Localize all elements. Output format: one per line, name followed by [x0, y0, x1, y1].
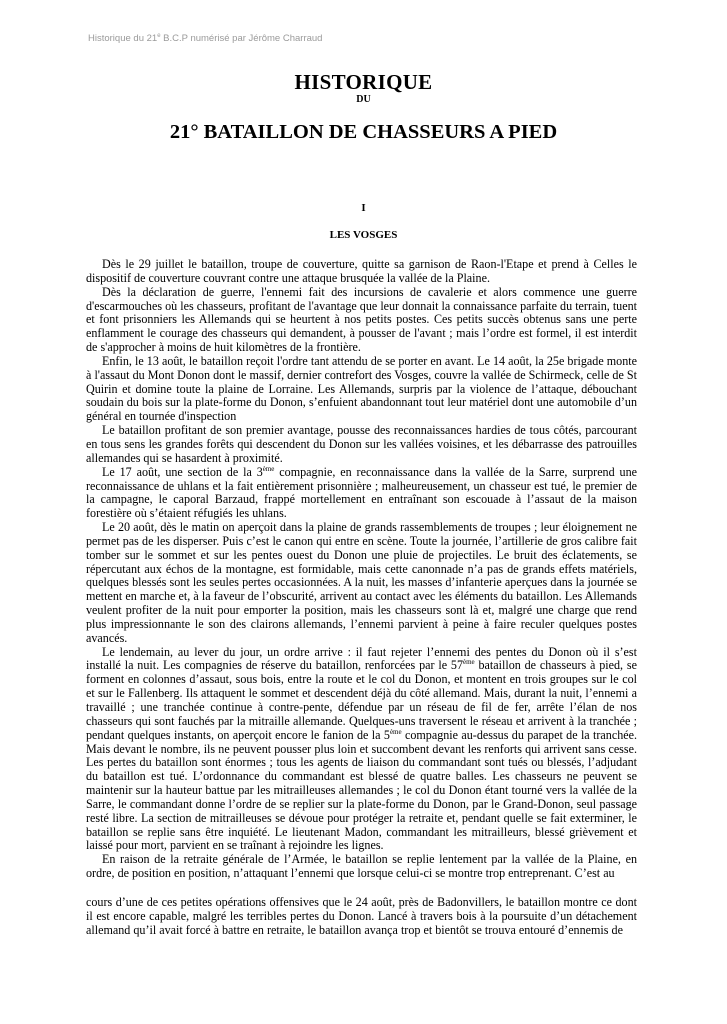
document-title: HISTORIQUE: [294, 70, 433, 94]
continued-text: [86, 896, 637, 938]
header-superscript: e: [157, 33, 161, 39]
paragraph: Le 20 août, dès le matin on aperçoit dans la plaine de grands rassemblements de troupes ; leur éloignement ne permet pas de les disperser. Puis c’est le canon qui entre en scène. Toute la journée, l’artillerie de gros calibre fait tomber sur le sommet et sur les pentes ouest du Donon une pluie de projectiles. Le bruit des éclatements, se répercutant aux échos de la montagne, est formidable, mais cette canonnade n’a pas de grands effets matériels, quelques blessés sont les seules pertes occasionnées. A la nuit, les masses d’infanterie aperçues dans la journée se mettent en marche et, à la faveur de l’obscurité, arrivent au contact avec les éléments du bataillon. Les Allemands veulent profiter de la nuit pour emporter la position, mais les chasseurs sont là et, malgré une charge que rend plus impressionnante le son des clairons allemands, l’ennemi parvient à peine à faire reculer quelques postes avancés.: [86, 520, 637, 645]
section-heading: LES VOSGES: [329, 229, 398, 241]
body-text: [86, 258, 637, 881]
paragraph: cours d’une de ces petites opérations offensives que le 24 août, près de Badonvillers, le bataillon montre ce dont il est encore capable, malgré les terribles pertes du Donon. Lancé à travers bois à la poursuite d’un détachement allemand qu’il avait forcé à battre en retraite, le bataillon avança trop et bientôt se trouva entouré d’ennemis de: [86, 895, 637, 937]
paragraph-text: Le lendemain, au lever du jour, un ordre arrive : il faut rejeter l’ennemi des pentes du Donon où il s’est installé la nuit. Les compagnies de réserve du bataillon, renforcées par le 57: [86, 644, 637, 673]
paragraph: Dès le 29 juillet le bataillon, troupe de couverture, quitte sa garnison de Raon-l'Etape et prend à Celles le dispositif de couverture couvrant contre une attaque brusquée la vallée de la Plaine.: [86, 257, 637, 285]
superscript: ème: [463, 658, 475, 667]
paragraph-text: bataillon de chasseurs à pied, se forment en colonnes d’assaut, sous bois, entre la route et le col du Donon, et montent en trois groupes sur le col et sur le Fallenberg. Ils attaquent le sommet et descendent déjà du côté allemand. Mais, durant la nuit, l’ennemi a travaillé ; une tranchée continue à contre-pente, défendue par un réseau de fil de fer, arrête l’élan de nos chasseurs qui sont fauchés par la mitraille allemande. Quelques-uns traversent le réseau et arrivent à la tranchée ; pendant quelques instants, on aperçoit encore le fanion de la 5: [86, 658, 637, 742]
superscript: ème: [389, 727, 402, 736]
document-title-connector: DU: [356, 94, 371, 105]
document-subtitle: 21° BATAILLON DE CHASSEURS A PIED: [169, 121, 558, 143]
header-text-pre: Historique du 21: [88, 33, 158, 45]
header-text-post: B.C.P numérisé par Jérôme Charraud: [160, 33, 323, 45]
paragraph-text: compagnie, en reconnaissance dans la vallée de la Sarre, surprend une reconnaissance de uhlans et la fait entièrement prisonnière ; malheureusement, un chasseur est tué, le premier de la campagne, le caporal Barzaud, frappé mortellement en entraînant son escouade à l’assaut de la maison forestière où s’étaient réfugiés les uhlans.: [86, 464, 637, 521]
paragraph-text: compagnie au-dessus du parapet de la tranchée. Mais devant le nombre, ils ne peuvent pousser plus loin et succombent devant les renforts qui arrivent sans cesse. Les pertes du bataillon sont énormes ; tous les agents de liaison du commandant sont tués ou blessés, l’adjudant du bataillon est tué. L’ordonnance du commandant est blessé de quatre balles. Les chasseurs ne peuvent se maintenir sur la hauteur battue par les mitrailleuses allemandes ; le col du Donon étant tourné vers la vallée de la Sarre, le commandant donne l’ordre de se replier sur la plate-forme du Donon, par le Grand-Donon, seul passage resté libre. La section de mitrailleuses se dévoue pour protéger la retraite et, pendant quelle se fait exterminer, le bataillon se replie sans être inquiété. Le lieutenant Madon, commandant les mitrailleurs, blessé grièvement et laissé pour mort, parvient en se traînant à rejoindre les lignes.: [86, 727, 638, 853]
paragraph-text: Le 17 août, une section de la 3: [102, 464, 263, 479]
paragraph: [86, 466, 637, 521]
paragraph: Enfin, le 13 août, le bataillon reçoit l'ordre tant attendu de se porter en avant. Le 14 août, la 25e brigade monte à l'assaut du Mont Donon dont le massif, dernier contrefort des Vosges, couvre la vallée de Schirmeck, celle de St Quirin et domine toute la plaine de Lorraine. Les Allemands, surpris par la violence de l’attaque, débouchant soudain du bois sur la plate-forme du Donon, s’enfuient abandonnant tout leur matériel dont une automobile d’un général en tournée d'inspection: [86, 353, 637, 424]
section-number: I: [361, 202, 366, 214]
paragraph: Le bataillon profitant de son premier avantage, pousse des reconnaissances hardies de tous côtés, parcourant en tous sens les grandes forêts qui descendent du Donon sur les vallées voisines, et les débarrasse des patrouilles allemandes qui se hasardent à proximité.: [86, 423, 637, 465]
paragraph: Dès la déclaration de guerre, l'ennemi fait des incursions de cavalerie et alors commence une guerre d'escarmouches où les chasseurs, profitant de l'avantage que leur donnait la connaissance parfaite du terrain, tuent et font prisonniers les Allemands qui se heurtent à nos petits postes. Ces petits succès obtenus sans une perte enflamment le courage des chasseurs qui demandent, à pousser de l'avant ; mais l’ordre est formel, il est interdit de s'approcher à moins de huit kilomètres de la frontière.: [86, 284, 637, 355]
page-header: [88, 33, 322, 44]
paragraph: En raison de la retraite générale de l’Armée, le bataillon se replie lentement par la vallée de la Plaine, en ordre, de position en position, n’attaquant l’ennemi que lorsque celui-ci se montre trop entreprenant. C’est au: [86, 852, 637, 881]
superscript: ème: [262, 464, 275, 473]
paragraph: [86, 646, 637, 854]
